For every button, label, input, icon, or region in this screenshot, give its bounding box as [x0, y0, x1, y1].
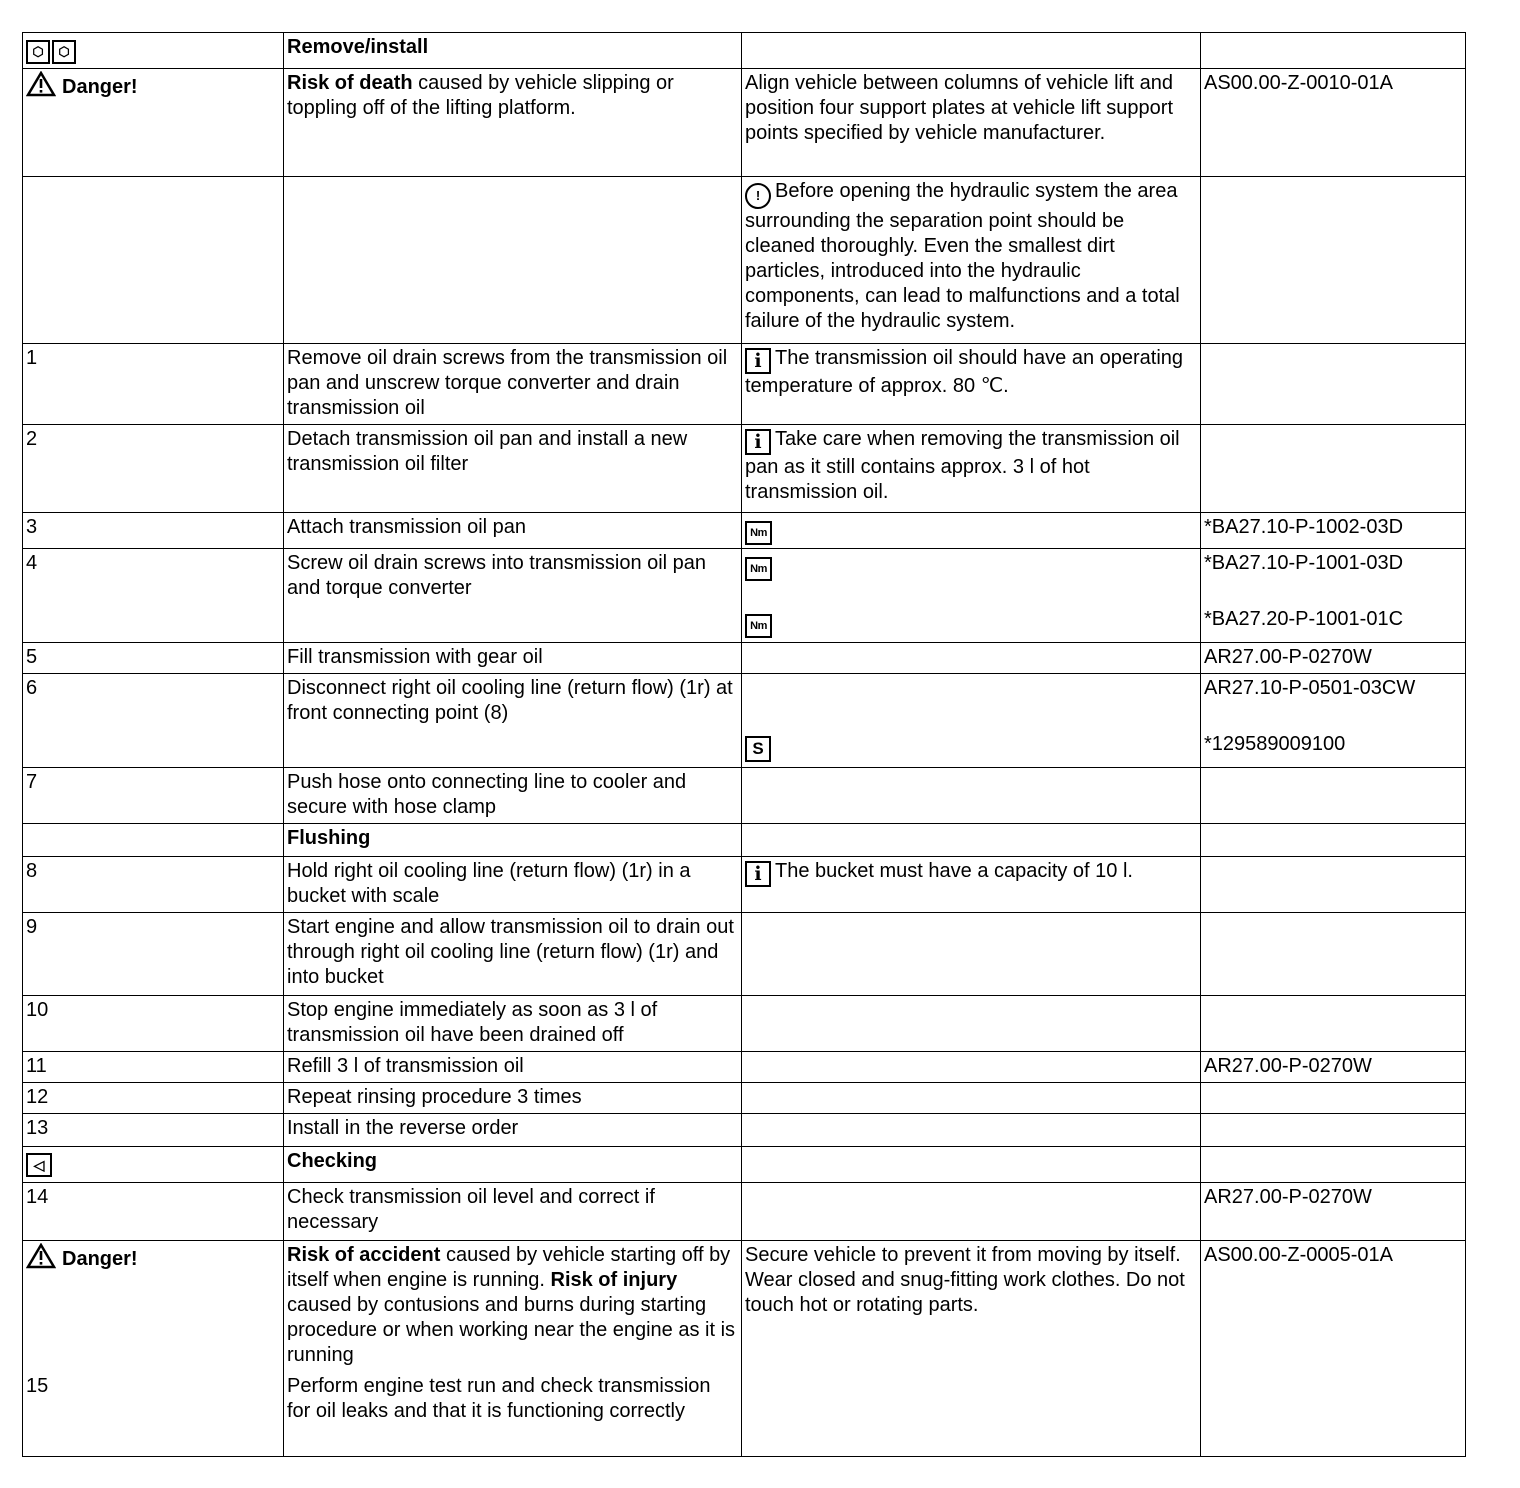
table-row — [23, 513, 1466, 549]
reference-link[interactable]: AR27.00-P-0270W — [1204, 646, 1372, 668]
remove-install-icon: ⬡ — [26, 40, 50, 64]
table-row — [23, 857, 1466, 913]
section-heading-flushing — [284, 824, 742, 857]
table-row — [23, 996, 1466, 1052]
info-icon: i — [745, 429, 771, 455]
torque-nm-icon[interactable]: Nm — [745, 557, 772, 581]
warning-triangle-icon — [26, 1243, 56, 1269]
reference-cell — [1201, 1052, 1466, 1083]
reference-cell — [1201, 513, 1466, 549]
risk-text: caused by vehicle slipping or toppling off of the lifting platform. — [287, 72, 674, 119]
danger-row — [23, 69, 1466, 177]
step-text: Hold right oil cooling line (return flow) (1r) in a bucket with scale — [284, 857, 742, 913]
table-row — [23, 425, 1466, 513]
procedure-table — [22, 32, 1466, 1457]
table-row — [23, 913, 1466, 996]
reference-link[interactable]: AR27.10-P-0501-03CW — [1204, 677, 1416, 699]
checking-icon-cell — [23, 1147, 284, 1183]
remove-install-icon: ⬡ — [52, 40, 76, 64]
step-number: 6 — [23, 674, 284, 768]
danger-action-text: Secure vehicle to prevent it from moving by itself. — [745, 1244, 1181, 1266]
reference-link[interactable]: *BA27.10-P-1001-03D — [1204, 552, 1404, 574]
danger-ref-cell — [1201, 1241, 1466, 1457]
note-icon: ! — [745, 183, 771, 209]
reference-link[interactable]: *BA27.20-P-1001-01C — [1204, 608, 1404, 630]
section-heading-text: Remove/install — [287, 36, 429, 58]
header-row — [23, 33, 1466, 69]
risk-bold: Risk of injury — [550, 1269, 678, 1291]
torque-cell — [742, 549, 1201, 643]
danger-label-cell — [23, 1241, 284, 1457]
note-cell — [742, 177, 1201, 344]
section-heading-text: Checking — [287, 1150, 378, 1172]
danger-risk-cell — [284, 1241, 742, 1457]
step-number: 7 — [23, 768, 284, 824]
step-text: Attach transmission oil pan — [284, 513, 742, 549]
checking-icon: ◁ — [26, 1153, 52, 1177]
danger-risk-cell — [284, 69, 742, 177]
step-number: 15 — [26, 1375, 49, 1397]
risk-bold: Risk of death — [287, 72, 413, 94]
step-text: Start engine and allow transmission oil to drain out through right oil cooling line (return flow) (1r) and into bucket — [284, 913, 742, 996]
step-text: Repeat rinsing procedure 3 times — [284, 1083, 742, 1114]
danger-action-text: Wear closed and snug-fitting work clothes. Do not touch hot or rotating parts. — [745, 1269, 1185, 1316]
section-row-flushing — [23, 824, 1466, 857]
section-heading-remove-install — [284, 33, 742, 69]
header-icons-cell — [23, 33, 284, 69]
step-note-cell — [742, 425, 1201, 513]
step-note-cell — [742, 857, 1201, 913]
table-row — [23, 1052, 1466, 1083]
step-number: 14 — [23, 1183, 284, 1241]
step-number: 5 — [23, 643, 284, 674]
info-icon: i — [745, 861, 771, 887]
step-number: 10 — [23, 996, 284, 1052]
table-row — [23, 1183, 1466, 1241]
step-number: 1 — [23, 344, 284, 425]
step-number: 8 — [23, 857, 284, 913]
step-number: 4 — [23, 549, 284, 643]
reference-link[interactable]: AS00.00-Z-0010-01A — [1204, 72, 1394, 94]
table-row — [23, 549, 1466, 643]
note-text: Before opening the hydraulic system the area surrounding the separation point should be cleaned thoroughly. Even the smallest dirt particles, introduced into the hydraulic components, can lead to malfunctions and a total failure of the hydraulic system. — [745, 180, 1180, 332]
reference-link[interactable]: AR27.00-P-0270W — [1204, 1186, 1372, 1208]
warning-triangle-icon — [26, 71, 56, 97]
risk-text: caused by contusions and burns during starting procedure or when working near the engine as it is running — [287, 1294, 736, 1366]
step-number: 2 — [23, 425, 284, 513]
reference-cell — [1201, 674, 1466, 768]
table-row — [23, 344, 1466, 425]
reference-link[interactable]: *129589009100 — [1204, 733, 1346, 755]
danger-ref-cell — [1201, 69, 1466, 177]
step-text: Detach transmission oil pan and install a new transmission oil filter — [284, 425, 742, 513]
table-row — [23, 674, 1466, 768]
note-row — [23, 177, 1466, 344]
step-text: Install in the reverse order — [284, 1114, 742, 1147]
step-text: Push hose onto connecting line to cooler and secure with hose clamp — [284, 768, 742, 824]
table-row — [23, 768, 1466, 824]
risk-text: caused by vehicle starting off by itself when engine is running. — [287, 1244, 731, 1291]
info-icon: i — [745, 348, 771, 374]
danger-label: Danger! — [62, 76, 138, 98]
danger-action-cell — [742, 1241, 1201, 1457]
step-note-text: Take care when removing the transmission oil pan as it still contains approx. 3 l of hot transmission oil. — [745, 428, 1180, 503]
step-text: Disconnect right oil cooling line (return flow) (1r) at front connecting point (8) — [284, 674, 742, 768]
reference-cell — [1201, 1183, 1466, 1241]
table-row — [23, 643, 1466, 674]
reference-cell — [1201, 549, 1466, 643]
special-tool-icon[interactable]: S — [745, 736, 771, 762]
reference-link[interactable]: *BA27.10-P-1002-03D — [1204, 516, 1404, 538]
step-text: Check transmission oil level and correct if necessary — [284, 1183, 742, 1241]
step-text: Perform engine test run and check transmission for oil leaks and that it is functioning correctly — [287, 1375, 711, 1422]
step-number: 11 — [23, 1052, 284, 1083]
step-number: 3 — [23, 513, 284, 549]
table-row — [23, 1083, 1466, 1114]
torque-nm-icon[interactable]: Nm — [745, 614, 772, 638]
step-note-text: The transmission oil should have an operating temperature of approx. 80 ℃. — [745, 347, 1184, 397]
special-tool-cell — [742, 674, 1201, 768]
reference-cell — [1201, 643, 1466, 674]
risk-bold: Risk of accident — [287, 1244, 441, 1266]
step-text: Screw oil drain screws into transmission oil pan and torque converter — [284, 549, 742, 643]
step-text: Fill transmission with gear oil — [284, 643, 742, 674]
step-text: Remove oil drain screws from the transmission oil pan and unscrew torque converter and drain transmission oil — [284, 344, 742, 425]
step-number: 12 — [23, 1083, 284, 1114]
reference-link[interactable]: AS00.00-Z-0005-01A — [1204, 1244, 1394, 1266]
table-row — [23, 1114, 1466, 1147]
step-number: 13 — [23, 1114, 284, 1147]
danger-label-cell — [23, 69, 284, 177]
section-heading-checking — [284, 1147, 742, 1183]
danger-action-cell — [742, 69, 1201, 177]
reference-link[interactable]: AR27.00-P-0270W — [1204, 1055, 1372, 1077]
torque-cell — [742, 513, 1201, 549]
step-note-text: The bucket must have a capacity of 10 l. — [775, 860, 1133, 882]
danger-label: Danger! — [62, 1248, 138, 1270]
section-row-checking — [23, 1147, 1466, 1183]
step-text: Stop engine immediately as soon as 3 l of transmission oil have been drained off — [284, 996, 742, 1052]
step-number: 9 — [23, 913, 284, 996]
step-note-cell — [742, 344, 1201, 425]
danger-row — [23, 1241, 1466, 1457]
torque-nm-icon[interactable]: Nm — [745, 521, 772, 545]
step-text: Refill 3 l of transmission oil — [284, 1052, 742, 1083]
section-heading-text: Flushing — [287, 827, 371, 849]
danger-action-text: Align vehicle between columns of vehicle lift and position four support plates at vehicle lift support points specified by vehicle manufacturer. — [745, 72, 1174, 144]
